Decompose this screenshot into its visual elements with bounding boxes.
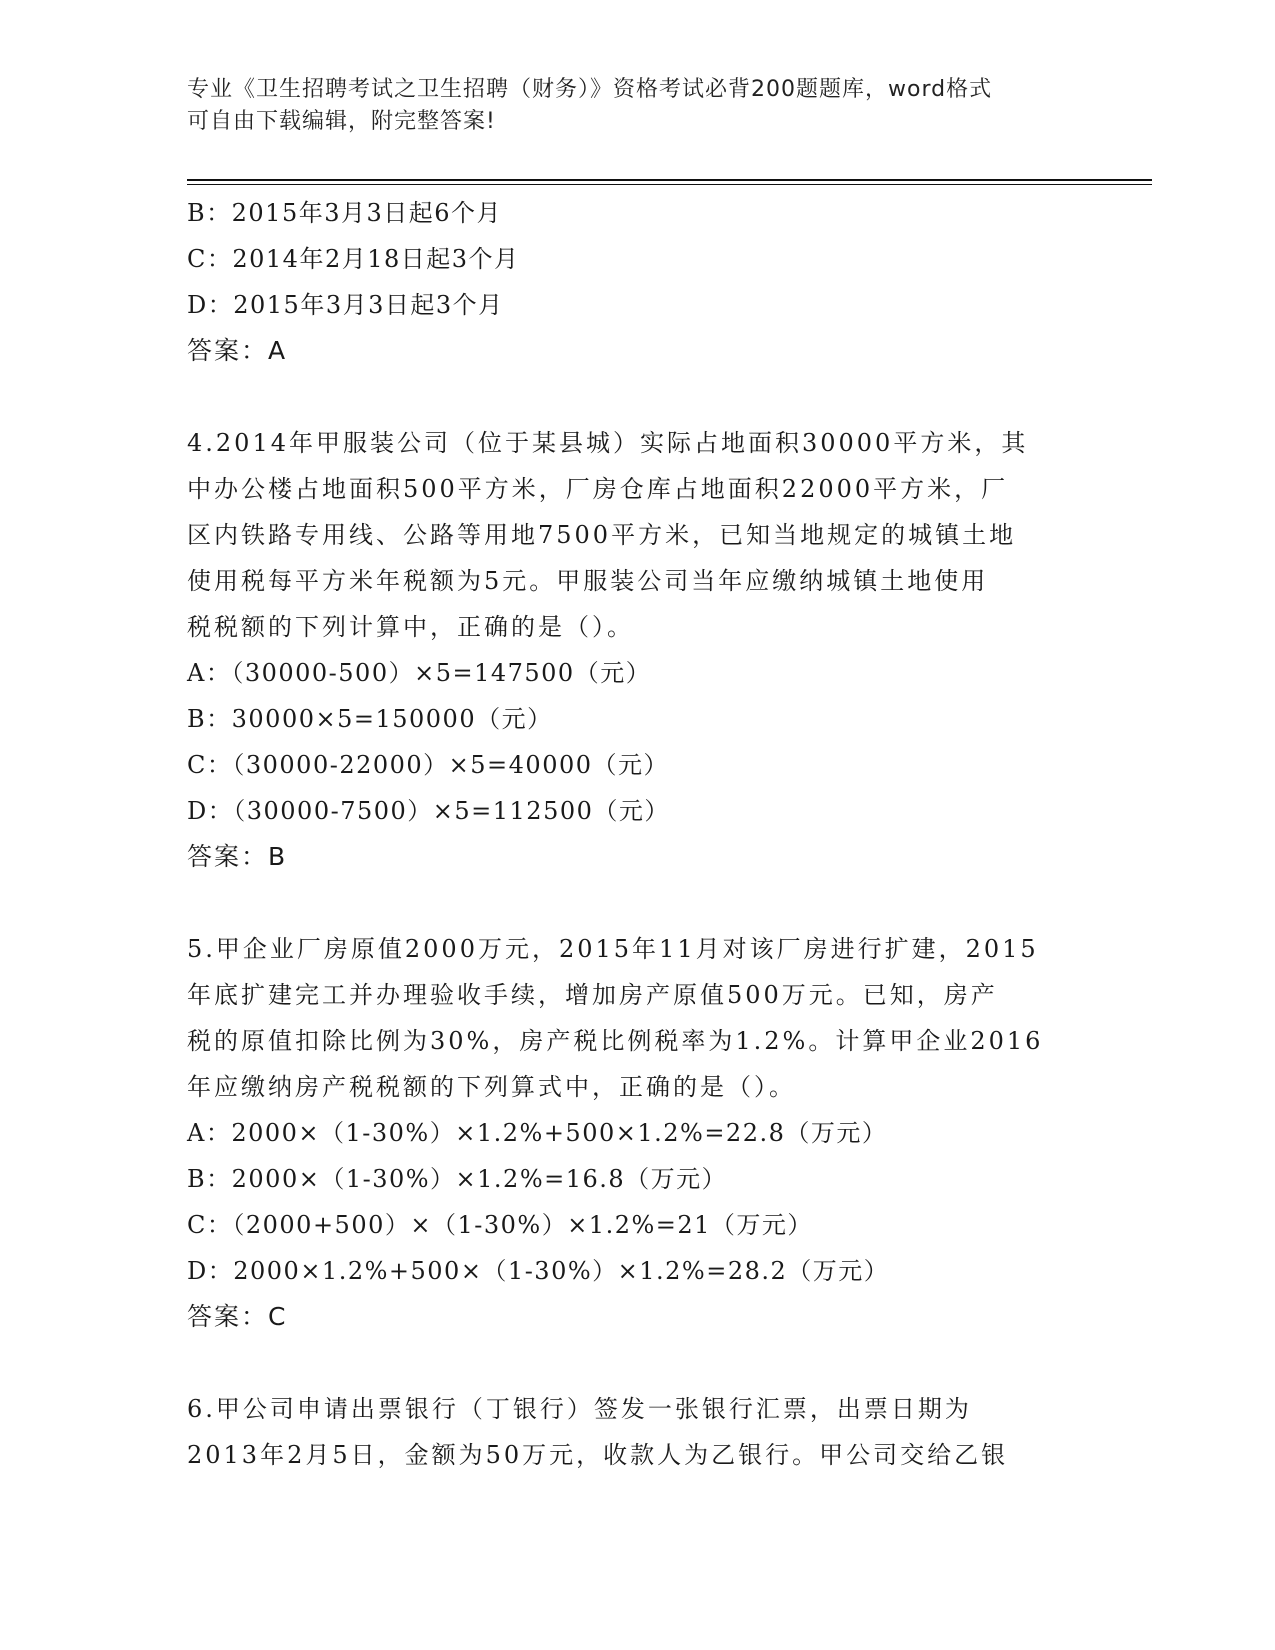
- document-body: [187, 190, 1087, 1478]
- option-c: C：（2000+500）×（1-30%）×1.2%=21（万元）: [187, 1211, 813, 1239]
- option-d: D：2000×1.2%+500×（1-30%）×1.2%=28.2（万元）: [187, 1257, 890, 1285]
- spacer: [187, 374, 1087, 420]
- stem-line: 税的原值扣除比例为30%，房产税比例税率为1.2%。计算甲企业2016: [187, 1027, 1044, 1055]
- header-line-2: 可自由下载编辑，附完整答案!: [187, 109, 496, 134]
- document-header: [187, 74, 1067, 138]
- question-5: [187, 926, 1087, 1340]
- header-rule-thin: [187, 184, 1152, 185]
- option-c: C：（30000-22000）×5=40000（元）: [187, 751, 670, 779]
- stem-line: 2013年2月5日，金额为50万元，收款人为乙银行。甲公司交给乙银: [187, 1441, 1009, 1469]
- stem-line: 税税额的下列计算中，正确的是（）。: [187, 613, 634, 641]
- answer-line: 答案：A: [187, 336, 288, 365]
- option-b: B：2000×（1-30%）×1.2%=16.8（万元）: [187, 1165, 728, 1193]
- stem-line: 使用税每平方米年税额为5元。甲服装公司当年应缴纳城镇土地使用: [187, 567, 989, 595]
- question-stem: [187, 1386, 1087, 1478]
- spacer: [187, 1340, 1087, 1386]
- stem-line: 区内铁路专用线、公路等用地7500平方米，已知当地规定的城镇土地: [187, 521, 1017, 549]
- answer-line: 答案：C: [187, 1302, 288, 1331]
- stem-line: 4.2014年甲服装公司（位于某县城）实际占地面积30000平方米，其: [187, 429, 1029, 457]
- stem-line: 5.甲企业厂房原值2000万元，2015年11月对该厂房进行扩建，2015: [187, 935, 1039, 963]
- option-b: B：30000×5=150000（元）: [187, 705, 553, 733]
- question-stem: [187, 926, 1087, 1110]
- option-a: A：（30000-500）×5=147500（元）: [187, 659, 652, 687]
- spacer: [187, 880, 1087, 926]
- question-3-tail: [187, 190, 1087, 374]
- option-b: B：2015年3月3日起6个月: [187, 199, 503, 227]
- question-6: [187, 1386, 1087, 1478]
- option-c: C：2014年2月18日起3个月: [187, 245, 520, 273]
- stem-line: 年底扩建完工并办理验收手续，增加房产原值500万元。已知，房产: [187, 981, 998, 1009]
- question-stem: [187, 420, 1087, 650]
- stem-line: 年应缴纳房产税税额的下列算式中，正确的是（）。: [187, 1073, 796, 1101]
- answer-line: 答案：B: [187, 842, 288, 871]
- option-d: D：2015年3月3日起3个月: [187, 291, 504, 319]
- header-line-1: 专业《卫生招聘考试之卫生招聘（财务）》资格考试必背200题题库，word格式: [187, 77, 993, 102]
- stem-line: 6.甲公司申请出票银行（丁银行）签发一张银行汇票，出票日期为: [187, 1395, 972, 1423]
- option-a: A：2000×（1-30%）×1.2%+500×1.2%=22.8（万元）: [187, 1119, 888, 1147]
- question-4: [187, 420, 1087, 880]
- header-rule-thick: [187, 179, 1152, 181]
- stem-line: 中办公楼占地面积500平方米，厂房仓库占地面积22000平方米，厂: [187, 475, 1009, 503]
- option-d: D：（30000-7500）×5=112500（元）: [187, 797, 670, 825]
